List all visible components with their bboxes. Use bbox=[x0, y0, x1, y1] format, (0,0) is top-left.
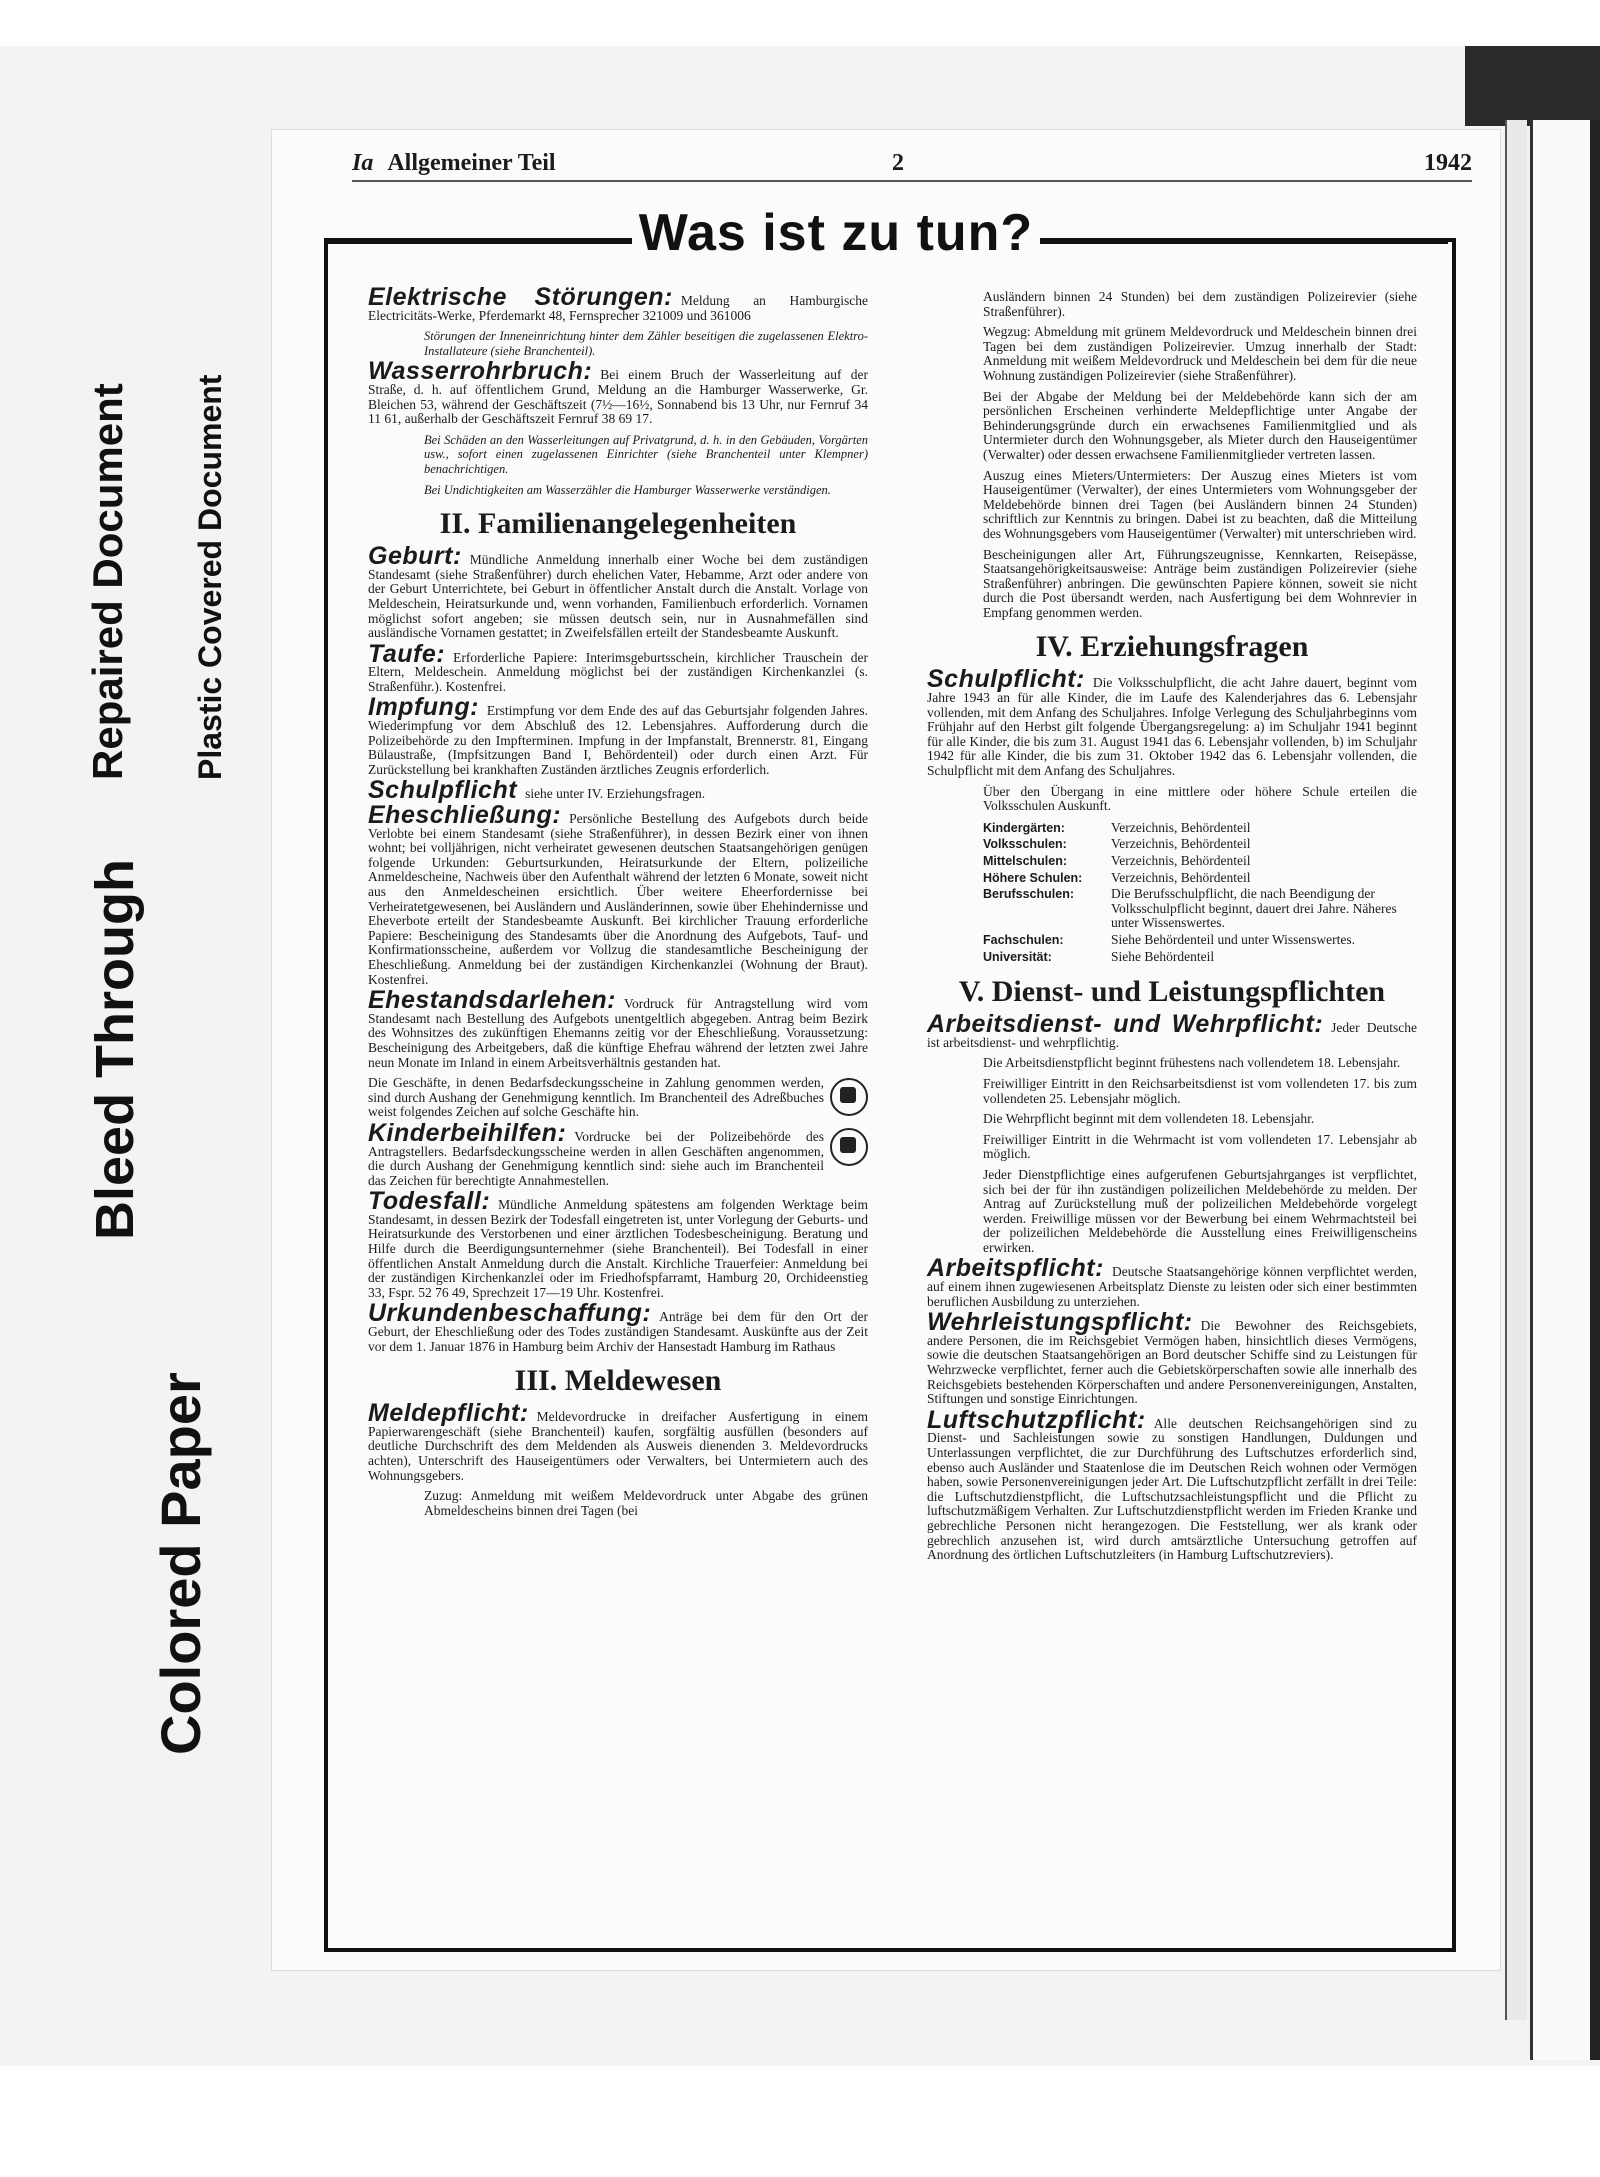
geburt-heading: Geburt: bbox=[368, 542, 462, 571]
arbwehr-para-1: Die Arbeitsdienstpflicht beginnt frühestens nach vollendetem 18. Lebensjahr. bbox=[983, 1055, 1401, 1071]
scan-bottom-margin bbox=[0, 2066, 1600, 2177]
schulpflicht-text: Die Volksschulpflicht, die acht Jahre dauert, beginnt vom Jahre 1943 an für alle Kinder, die im Laufe des Kalenderjahres das 6. Lebensjahr vollenden, mit dem Anfang des Schuljahres. Infolge Verlegung des Schuljahrbeginns vom Frühjahr auf den Herbst gilt folgende Übergangsregelung: a) im Schuljahr 1941 beginnt für alle Kinder, die bis zum 31. August 1941 das 6. Lebensjahr vollenden, b) im Schuljahr 1942 für alle Kinder, die bis zum 31. Oktober 1942 das 6. Lebensjahr vollenden, die Schulpflicht mit dem Anfang des Schuljahres. bbox=[927, 675, 1417, 779]
arbwehr-para-5: Jeder Dienstpflichtige eines aufgerufenen Geburtsjahrganges ist verpflichtet, sich bei der für ihn zuständigen polizeilichen Meldebehörde zu melden. Der Antrag auf Zurückstellung muß der polizeilichen Meldebehörde vorgelegt werden. Freiwillige müssen vor der Bewerbung bei einem Wehrmachtsteil bei der polizeilichen Meldebehörde die Ausstellung eines Freiwilligenscheins erwirken. bbox=[983, 1166, 1417, 1255]
uebergang-text: Über den Übergang in eine mittlere oder höhere Schule erteilen die Volksschulen Auskunft. bbox=[983, 783, 1417, 814]
kinderbeihilfen-heading: Kinderbeihilfen: bbox=[368, 1118, 567, 1147]
todesfall-heading: Todesfall: bbox=[368, 1187, 491, 1216]
arbwehr-para-3: Die Wehrpflicht beginnt mit dem vollendeten 18. Lebensjahr. bbox=[983, 1111, 1315, 1127]
geburt-entry bbox=[368, 542, 868, 641]
zuzug-text: Zuzug: Anmeldung mit weißem Meldevordruck unter Abgabe des grünen Abmeldescheins binnen drei Tagen (bei bbox=[424, 1488, 868, 1518]
school-info: Verzeichnis, Behördenteil bbox=[1111, 836, 1251, 852]
arbwehr-para-2: Freiwilliger Eintritt in den Reichsarbeitsdienst ist vom vollendeten 17. bis zum vollendeten 25. Lebensjahr möglich. bbox=[983, 1075, 1417, 1106]
school-info: Verzeichnis, Behördenteil bbox=[1111, 819, 1251, 835]
wasser-text: Bei einem Bruch der Wasserleitung auf der Straße, d. h. auf öffentlichem Grund, Meldung an die Hamburger Wasserwerke, Gr. Bleichen 53, während der Geschäftszeit (7½—16½, Sonnabend bis 13 Uhr, nur Fernruf 34 11 61, außerhalb der Geschäftszeit Fernruf 38 69 17. bbox=[368, 367, 868, 427]
darlehen-entry-2 bbox=[368, 1076, 868, 1120]
kinderbeihilfen-text: Vordrucke bei der Polizeibehörde des Antragstellers. Bedarfsdeckungsscheine werden in allen Geschäften angenommen, die durch Aushang der Genehmigung kenntlich sind: siehe auch im Branchenteil das Zeichen für berechtigte Annahmestellen. bbox=[368, 1128, 824, 1188]
impfung-text: Erstimpfung vor dem Ende des auf das Geburtsjahr folgenden Jahres. Wiederimpfung vor dem Abschluß des 12. Lebensjahres. Aufforderung durch die Polizeibehörde zu den Impfterminen. Impfung in der Impfanstalt, Brennerstr. 81, Eingang Bülaustraße, (Impfsitzungen Band I, Behördenteil) oder durch einen Arzt. Für Zurückstellung bei krankhaften Zuständen ärztliches Zeugnis erforderlich. bbox=[368, 703, 868, 777]
arbeitspflicht-text: Deutsche Staatsangehörige können verpflichtet werden, auf einem ihnen zugewiesenen Arbeitsplatz Dienste zu leisten oder sich einer bestimmten beruflichen Ausbildung zu unterziehen. bbox=[927, 1264, 1417, 1309]
meldepflicht-heading: Meldepflicht: bbox=[368, 1399, 529, 1428]
bescheinigungen-text: Bescheinigungen aller Art, Führungszeugnisse, Kennkarten, Reisepässe, Staatsangehörigkeitsausweise: Anträge beim zuständigen Polizeirevier (siehe Straßenführer) anbringen. Die gewünschten Papiere können, soweit sie nicht durch die Post übersandt werden, nach Ausfertigung bei dem Wohnrevier in Empfang genommen werden. bbox=[983, 546, 1417, 620]
wasser-note-1: Bei Schäden an den Wasserleitungen auf Privatgrund, d. h. in den Gebäuden, Vorgärten usw., sofort einen zugelassenen Einrichter (siehe Branchenteil unter Klempner) benachrichtigen. bbox=[424, 432, 868, 476]
section-4-heading: IV. Erziehungsfragen bbox=[1035, 630, 1309, 664]
title-rule-left bbox=[328, 241, 638, 244]
elektr-entry bbox=[368, 283, 868, 323]
luftschutz-heading: Luftschutzpflicht: bbox=[927, 1405, 1146, 1434]
elektr-text: Meldung an Hamburgische Electricitäts-Werke, Pferdemarkt 48, Fernsprecher 321009 und 361006 bbox=[368, 293, 868, 323]
scan-dark-corner bbox=[1465, 46, 1600, 126]
darlehen-heading: Ehestandsdarlehen: bbox=[368, 986, 616, 1015]
elektr-heading: Elektrische Störungen: bbox=[368, 283, 673, 311]
wehrleistung-entry bbox=[927, 1308, 1417, 1407]
school-list bbox=[983, 820, 1473, 965]
right-column bbox=[927, 290, 1417, 1569]
school-info: Siehe Behördenteil bbox=[1111, 948, 1215, 964]
urkunden-entry bbox=[368, 1299, 868, 1354]
urkunden-text: Anträge bei dem für den Ort der Geburt, der Eheschließung oder des Todes zuständigen Standesamt. Auskünfte aus der Zeit vor dem 1. Januar 1876 in Hamburg beim Archiv der Hansestadt Hamburg im Rathaus bbox=[368, 1309, 868, 1354]
section-2-heading: II. Familienangelegenheiten bbox=[439, 507, 797, 541]
bleed-through-label: Bleed Through bbox=[85, 859, 145, 1240]
colored-paper-label: Colored Paper bbox=[149, 1372, 212, 1755]
arbeitspflicht-heading: Arbeitspflicht: bbox=[927, 1254, 1104, 1283]
auszug-text: Auszug eines Mieters/Untermieters: Der Auszug eines Mieters ist vom Hauseigentümer (Verwalter), der eines Untermieters vom Wohnungsgeber der Meldebehörde binnen drei Tagen (bei Ausländern binnen 24 Stunden) schriftlich zur Kenntnis zu bringen. Dabei ist zu beachten, daß die Mitteilung des Wohnungsgebers vom Hauseigentümer (Verwalter) mit unterschrieben wird. bbox=[983, 467, 1417, 541]
school-info: Verzeichnis, Behördenteil bbox=[1111, 869, 1251, 885]
header-title: Allgemeiner Teil bbox=[387, 150, 556, 176]
school-row bbox=[983, 949, 1473, 966]
darlehen-text-2: Die Geschäfte, in denen Bedarfsdeckungsscheine in Zahlung genommen werden, sind durch Aushang der Genehmigung kenntlich. Im Branchenteil des Adreßbuches weist folgendes Zeichen auf solche Geschäfte hin. bbox=[368, 1075, 824, 1120]
wehrleistung-text: Die Bewohner des Reichsgebiets, andere Personen, die im Reichsgebiet Vermögen haben, hinsichtlich dieses Vermögens, sowie die deutschen Staatsangehörigen an Bord deutscher Schiffe sind zu Leistungen für Wehrzwecke verpflichtet, ferner auch die Gebietskörperschaften sowie alle innerhalb des Reichsgebiets bestehenden Körperschaften und andere Personenvereinigungen, Anstalten, Stiftungen und sonstige Einrichtungen. bbox=[927, 1318, 1417, 1407]
arbwehr-heading: Arbeitsdienst- und Wehrpflicht: bbox=[927, 1010, 1324, 1039]
meldepflicht-entry bbox=[368, 1399, 868, 1483]
abgabe-text: Bei der Abgabe der Meldung bei der Meldebehörde kann sich der am persönlichen Erscheinen verhinderte Meldepflichtige unter Angabe der Behinderungsgründe durch ein erwachsenes Familienmitglied und als Untermieter durch den Wohnungsgeber, als Mieter durch den Hauseigentümer (Verwalter) oder dessen erwachsene Familienmitglieder vertreten lassen. bbox=[983, 388, 1417, 462]
adjacent-page-edge bbox=[1505, 120, 1527, 2020]
schulpflicht-heading: Schulpflicht: bbox=[927, 665, 1085, 694]
school-info: Siehe Behördenteil und unter Wissenswertes. bbox=[1111, 931, 1356, 947]
wegzug-text: Wegzug: Abmeldung mit grünem Meldevordruck und Meldeschein binnen drei Tagen bei dem zuständigen Polizeirevier. Umzug innerhalb der Stadt: Anmeldung mit weißem Meldevordruck und Meldeschein bei dem für die neue Wohnung zuständigen Polizeirevier (siehe Straßenführer). bbox=[983, 324, 1417, 383]
school-name: Volksschulen: bbox=[983, 837, 1067, 852]
main-title: Was ist zu tun? bbox=[632, 202, 1040, 264]
school-name: Universität: bbox=[983, 949, 1052, 964]
wasser-heading: Wasserrohrbruch: bbox=[368, 357, 593, 386]
scan-top-margin bbox=[0, 0, 1600, 46]
school-name: Mittelschulen: bbox=[983, 854, 1068, 868]
elektr-note: Störungen der Inneneinrichtung hinter dem Zähler beseitigen die zugelassenen Elektro-Installateure (siehe Branchenteil). bbox=[424, 329, 868, 358]
schulpflicht-entry bbox=[927, 665, 1417, 779]
section-5-heading: V. Dienst- und Leistungspflichten bbox=[958, 975, 1386, 1009]
arbwehr-entry bbox=[927, 1010, 1417, 1050]
school-row bbox=[983, 870, 1473, 887]
schulpflicht-ref-text: siehe unter IV. Erziehungsfragen. bbox=[525, 786, 706, 802]
header-year: 1942 bbox=[1424, 150, 1472, 176]
repaired-document-label: Repaired Document bbox=[84, 383, 131, 780]
approval-emblem-icon bbox=[830, 1078, 868, 1116]
taufe-heading: Taufe: bbox=[368, 639, 446, 668]
schulpflicht-ref-heading: Schulpflicht bbox=[368, 776, 518, 805]
scan-right-border bbox=[1590, 120, 1600, 2060]
impfung-entry bbox=[368, 693, 868, 777]
plastic-covered-label: Plastic Covered Document bbox=[192, 374, 228, 780]
school-info: Die Berufsschulpflicht, die nach Beendigung der Volksschulpflicht beginnt, dauert drei Jahre. Näheres unter Wissenswertes. bbox=[1111, 886, 1397, 931]
urkunden-heading: Urkundenbeschaffung: bbox=[368, 1299, 652, 1328]
taufe-text: Erforderliche Papiere: Interimsgeburtsschein, kirchlicher Trauschein der Eltern, Meldeschein. Anmeldung möglichst bei der zuständigen Kirchenkanzlei (s. Straßenführ.). Kostenfrei. bbox=[368, 649, 868, 694]
kinderbeihilfen-entry bbox=[368, 1118, 868, 1188]
title-rule-right bbox=[1034, 241, 1448, 244]
approval-emblem-icon bbox=[830, 1128, 868, 1166]
school-row bbox=[983, 932, 1473, 949]
school-name: Höhere Schulen: bbox=[983, 870, 1083, 885]
arbwehr-para-4: Freiwilliger Eintritt in die Wehrmacht ist vom vollendeten 17. Lebensjahr ab möglich. bbox=[983, 1131, 1417, 1162]
school-row bbox=[983, 836, 1473, 853]
luftschutz-text: Alle deutschen Reichsangehörigen sind zu Dienst- und Sachleistungen sowie zu sonstigen Handlungen, Duldungen und Unterlassungen verpflichtet, die zur Durchführung des Luftschutzes erforderlich sind, ebenso auch Ausländer und Staatenlose die im Deutschen Reich wohnen oder Vermögen haben, sowie Personenvereinigungen jeder Art. Die Luftschutzpflicht zerfällt in drei Teile: die Luftschutzdienstpflicht, die Luftschutzsachleistungspflicht und die Pflicht zu luftschutzmäßigem Verhalten. Zur Luftschutzdienstpflicht werden im Frieden Kranke und gebrechliche Personen nicht herangezogen. Die Feststellung, wer als krank oder gebrechlich anzusehen ist, wird durch amtsärztliche Untersuchung getroffen auf Anordnung des örtlichen Luftschutzleiters (in Hamburg Luftschutzreviers). bbox=[927, 1415, 1417, 1563]
school-name: Kindergärten: bbox=[983, 820, 1065, 835]
header-left bbox=[352, 150, 556, 177]
school-row bbox=[983, 853, 1473, 870]
todesfall-text: Mündliche Anmeldung spätestens am folgenden Werktage beim Standesamt, in dessen Bezirk der Todesfall eingetreten ist, unter Vorlegung der Geburts- und Heiratsurkunde des Verstorbenen und einer ärztlichen Todesbescheinigung. Beratung und Hilfe durch die Beerdigungsunternehmer (siehe Branchenteil). Bei Todesfall in einer öffentlichen Anstalt Anmeldung durch die Anstalt. Kirchliche Trauerfeier: Anmeldung bei der zuständigen Kirchenkanzlei oder im Friedhofspfarramt, Hamburg 20, Orchideenstieg 33, Fspr. 52 76 49, Sprechzeit 17—19 Uhr. Kostenfrei. bbox=[368, 1197, 868, 1300]
running-header bbox=[352, 150, 1472, 182]
eheschliessung-text: Persönliche Bestellung des Aufgebots durch beide Verlobte bei einem Standesamt (siehe Straßenführer), in dessen Bezirk einer von ihnen wohnt; bei volljährigen, nicht verheiratet gewesenen deutschen Staatsangehörigen genügen folgende Urkunden: Geburtsurkunden, Heiratsurkunde der Eltern, polizeiliche Anmeldescheine, Nachweis über den Aufenthalt während der letzten 6 Monate, soweit nicht aus den Anmeldescheinen ersichtlich. Über weitere Eheerfordernisse bei Verheiratetgewesenen, bei Ausländern und Ausländerinnen, sowie über Ehehindernisse und Eheverbote erteilt der Standesbeamte Auskunft. Bei kirchlicher Trauung erforderliche Papiere: Bescheinigung des Standesamts über die Anordnung des Aufgebots, Tauf- und Konfirmationsscheine, außerdem vor Vollzug die standesamtliche Bescheinigung der Eheschließung. Anmeldung bei der zuständigen Kirchenkanzlei (Wohnung der Braut). Kostenfrei. bbox=[368, 811, 868, 987]
school-name: Berufsschulen: bbox=[983, 887, 1074, 902]
section-3-heading: III. Meldewesen bbox=[514, 1364, 722, 1398]
arbwehr-text: Jeder Deutsche ist arbeitsdienst- und wehrpflichtig. bbox=[927, 1020, 1417, 1050]
meldepflicht-text: Meldevordrucke in dreifacher Ausfertigung in einem Papierwarengeschäft (siehe Branchenteil) kaufen, sorgfältig ausfüllen (besonders auf deutliche Durchschrift des dem Meldenden als Ausweis dienenden 3. Meldevordrucks achten), Unterschrift des Hauseigentümers oder Verwalters, bei Untermietern auch des Wohnungsgebers. bbox=[368, 1409, 868, 1483]
arbeitspflicht-entry bbox=[927, 1254, 1417, 1309]
school-row bbox=[983, 820, 1473, 837]
taufe-entry bbox=[368, 639, 868, 695]
geburt-text: Mündliche Anmeldung innerhalb einer Woche bei dem zuständigen Standesamt (siehe Straßenführer) durch ehelichen Vater, Hebamme, Arzt oder andere von der Geburt Unterrichtete, bei Geburt in öffentlicher Anstalt durch die Anstalt. Vorlage von Meldeschein, Heiratsurkunde und, wenn vorhanden, Familienbuch erforderlich. Vornamen möglichst sofort angeben; sie müssen deutsch sein, nur in Ausnahmefällen sind ausländische Vornamen gestattet; in Zweifelsfällen erteilt der Standesbeamte Auskunft. bbox=[368, 552, 868, 641]
impfung-heading: Impfung: bbox=[368, 693, 479, 722]
schulpflicht-ref-entry bbox=[368, 776, 868, 805]
wasser-entry bbox=[368, 357, 868, 427]
darlehen-text: Vordruck für Antragstellung wird vom Standesamt nach Bestellung des Aufgebots unentgeltlich abgegeben. Antrag beim Bezirk des Wohnsitzes des zukünftigen Ehemanns zeitig vor der Eheschließung. Voraussetzung: Bescheinigung des Arbeitgebers, daß die künftige Ehefrau während der letzten zwei Jahre neun Monate im Inland in einem Arbeitsverhältnis gestanden hat. bbox=[368, 996, 868, 1070]
zuzug-continuation: Ausländern binnen 24 Stunden) bei dem zuständigen Polizeirevier (siehe Straßenführer). bbox=[983, 289, 1417, 319]
darlehen-entry bbox=[368, 986, 868, 1070]
eheschliessung-heading: Eheschließung: bbox=[368, 801, 562, 830]
header-section: Ia bbox=[352, 150, 374, 176]
school-row bbox=[983, 886, 1473, 932]
left-column bbox=[368, 283, 868, 1524]
todesfall-entry bbox=[368, 1187, 868, 1300]
document-page bbox=[272, 130, 1500, 1970]
eheschliessung-entry bbox=[368, 801, 868, 987]
luftschutz-entry bbox=[927, 1405, 1417, 1563]
wasser-note-2: Bei Undichtigkeiten am Wasserzähler die Hamburger Wasserwerke verständigen. bbox=[424, 482, 831, 497]
school-info: Verzeichnis, Behördenteil bbox=[1111, 853, 1251, 868]
header-page-number: 2 bbox=[892, 150, 904, 176]
school-name: Fachschulen: bbox=[983, 932, 1064, 947]
wehrleistung-heading: Wehrleistungspflicht: bbox=[927, 1308, 1193, 1337]
